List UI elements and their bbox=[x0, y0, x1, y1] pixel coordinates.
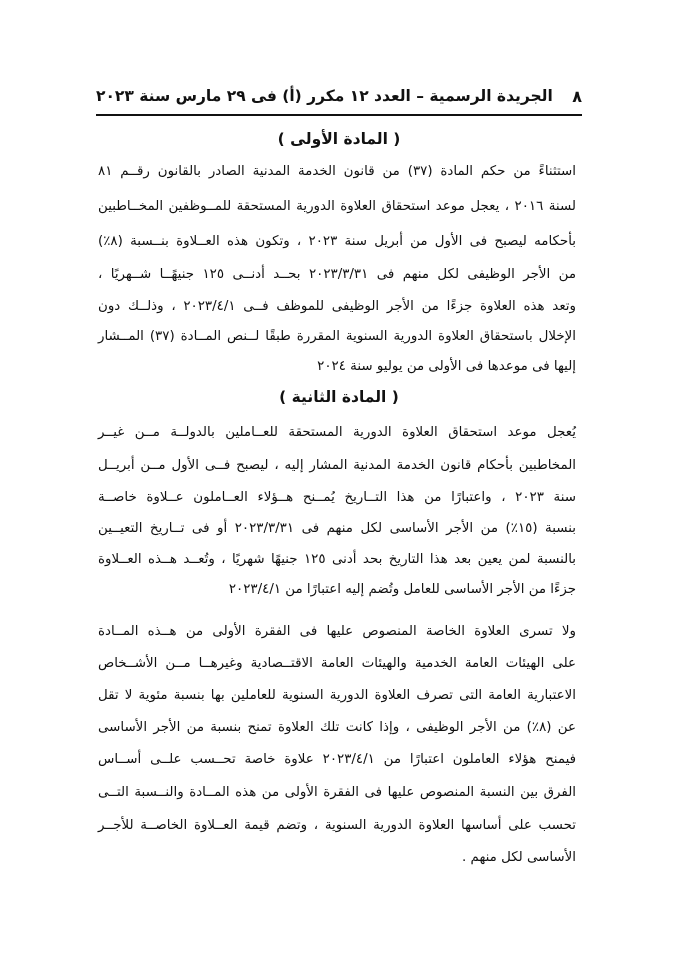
article2-line: جزءًا من الأجر الأساسى للعامل وتُضم إليه اعتبارًا من ٢٠٢٣/٤/١ bbox=[228, 582, 576, 597]
article2-para2-line: تحسب على أساسها العلاوة الدورية السنوية ، وتضم قيمة العــلاوة الخاصــة للأجــر bbox=[98, 818, 576, 833]
article2-line: بالنسبة لمن يعين بعد هذا التاريخ بحد أدنى ١٢٥ جنيهًا شهريًا ، وتُعــد هــذه العــلاوة bbox=[98, 552, 576, 567]
article1-line: وتعد هذه العلاوة جزءًا من الأجر الوظيفى للموظف فــى ٢٠٢٣/٤/١ ، وذلــك دون bbox=[98, 299, 576, 314]
page-header bbox=[96, 82, 582, 110]
article1-line: استثناءً من حكم المادة (٣٧) من قانون الخدمة المدنية الصادر بالقانون رقــم ٨١ bbox=[98, 164, 576, 179]
article2-para2-line: الأساسى لكل منهم . bbox=[462, 850, 576, 865]
article1-line: إليها فى موعدها فى الأولى من يوليو سنة ٢٠٢٤ bbox=[317, 359, 576, 374]
article2-para2-line: عن (٨٪) من الأجر الوظيفى ، وإذا كانت تلك العلاوة تمنح بنسبة من الأجر الأساسى bbox=[98, 720, 576, 735]
article1-heading: ( المادة الأولى ) bbox=[277, 130, 401, 148]
article2-line: يُعجل موعد استحقاق العلاوة الدورية المستحقة للعــاملين بالدولــة مــن غيــر bbox=[98, 425, 576, 440]
article2-para2-line: فيمنح هؤلاء العاملون اعتبارًا من ٢٠٢٣/٤/١ علاوة خاصة تحــسب علــى أســاس bbox=[98, 752, 577, 767]
article2-para2-line: على الهيئات العامة الخدمية والهيئات العامة الاقتــصادية وغيرهــا مــن الأشــخاص bbox=[98, 656, 576, 671]
article1-line: من الأجر الوظيفى لكل منهم فى ٢٠٢٣/٣/٣١ بحــد أدنــى ١٢٥ جنيهًــا شــهريًا ، bbox=[98, 267, 576, 282]
article2-line: سنة ٢٠٢٣ ، واعتبارًا من هذا التــاريخ يُمــنح هــؤلاء العــاملون عــلاوة خاصــة bbox=[98, 490, 576, 505]
header-rule bbox=[96, 114, 582, 116]
page-number: ٨ bbox=[572, 86, 582, 106]
article2-para2-line: الاعتبارية العامة التى تصرف العلاوة الدورية السنوية للعاملين بها بنسبة مئوية لا تقل bbox=[98, 688, 576, 703]
article1-line: بأحكامه ليصبح فى الأول من أبريل سنة ٢٠٢٣ ، وتكون هذه العــلاوة بنــسبة (٨٪) bbox=[98, 234, 577, 249]
article2-line: بنسبة (١٥٪) من الأجر الأساسى لكل منهم فى ٢٠٢٣/٣/٣١ أو فى تــاريخ التعيــين bbox=[98, 521, 576, 536]
article2-para2-line: الفرق بين النسبة المنصوص عليها فى الفقرة الأولى من هذه المــادة والنــسبة التــى bbox=[98, 785, 576, 800]
article2-heading: ( المادة الثانية ) bbox=[279, 388, 399, 406]
article1-line: لسنة ٢٠١٦ ، يعجل موعد استحقاق العلاوة الدورية المستحقة للمــوظفين المخــاطبين bbox=[98, 199, 576, 214]
gazette-title: الجريدة الرسمية – العدد ١٢ مكرر (أ) فى ٢٩ مارس سنة ٢٠٢٣ bbox=[96, 87, 553, 105]
article2-line: المخاطبين بأحكام قانون الخدمة المدنية المشار إليه ، ليصبح فــى الأول مــن أبريــل bbox=[98, 458, 576, 473]
article2-para2-line: ولا تسرى العلاوة الخاصة المنصوص عليها فى الفقرة الأولى من هــذه المــادة bbox=[98, 624, 576, 639]
article1-line: الإخلال باستحقاق العلاوة الدورية السنوية المقررة طبقًا لــنص المــادة (٣٧) المــشار bbox=[98, 329, 576, 344]
